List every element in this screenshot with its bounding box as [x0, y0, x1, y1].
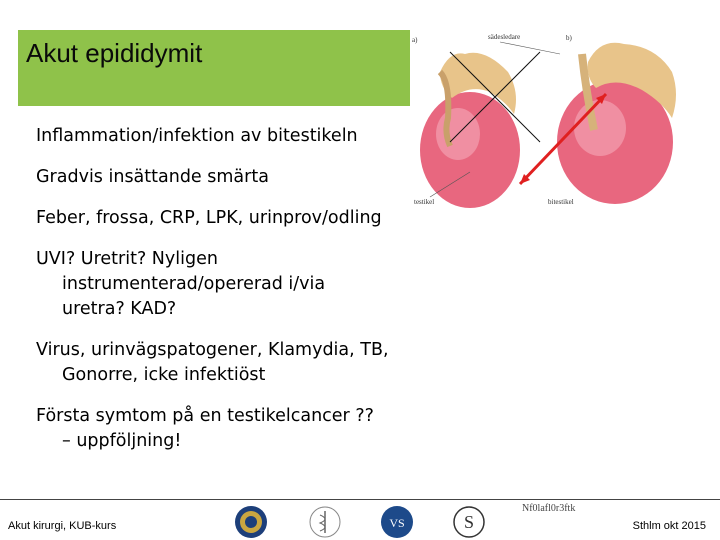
svg-text:S: S	[463, 512, 475, 532]
testis-diagram	[410, 32, 682, 212]
slide-title: Akut epididymit	[26, 38, 203, 68]
bullet-list	[36, 124, 416, 470]
seal-logo-1-icon	[234, 505, 268, 539]
footer-place-date: Sthlm okt 2015	[632, 520, 706, 532]
anatomy-illustration	[410, 32, 682, 212]
footer-course-label: Akut kirurgi, KUB-kurs	[8, 520, 117, 532]
bullet-4	[36, 247, 416, 322]
bullet-line: Gonorre, icke infektiöst	[62, 365, 266, 385]
seal-logo-2-icon	[380, 505, 414, 539]
bullet-line: Gradvis insättande smärta	[36, 167, 269, 187]
title-bar	[18, 30, 410, 106]
bullet-5	[36, 338, 416, 388]
label-testikel: testikel	[414, 198, 435, 206]
bullet-2	[36, 165, 416, 190]
label-b: b)	[566, 34, 572, 42]
label-bitestikel: bitestikel	[548, 198, 574, 206]
bullet-line: Inflammation/infektion av bitestikeln	[36, 126, 358, 146]
bullet-line: instrumenterad/opererad i/via	[62, 274, 326, 294]
label-a: a)	[412, 36, 418, 44]
s-logo-icon	[452, 505, 486, 539]
bullet-line: – uppföljning!	[62, 431, 182, 451]
label-sadesledare: sädesledare	[488, 33, 521, 41]
bullet-6	[36, 404, 416, 454]
footer-date: Nf0lafl0r3ftk	[522, 503, 576, 514]
bullet-line: Första symtom på en testikelcancer ??	[36, 406, 374, 426]
caduceus-logo-icon	[308, 505, 342, 539]
svg-text:VS: VS	[389, 516, 405, 530]
footer-divider	[0, 499, 720, 500]
bullet-1	[36, 124, 416, 149]
bullet-3	[36, 206, 416, 231]
bullet-line: Feber, frossa, CRP, LPK, urinprov/odling	[36, 208, 382, 228]
bullet-line: UVI? Uretrit? Nyligen	[36, 249, 218, 269]
bullet-line: Virus, urinvägspatogener, Klamydia, TB,	[36, 340, 389, 360]
bullet-line: uretra? KAD?	[62, 299, 177, 319]
